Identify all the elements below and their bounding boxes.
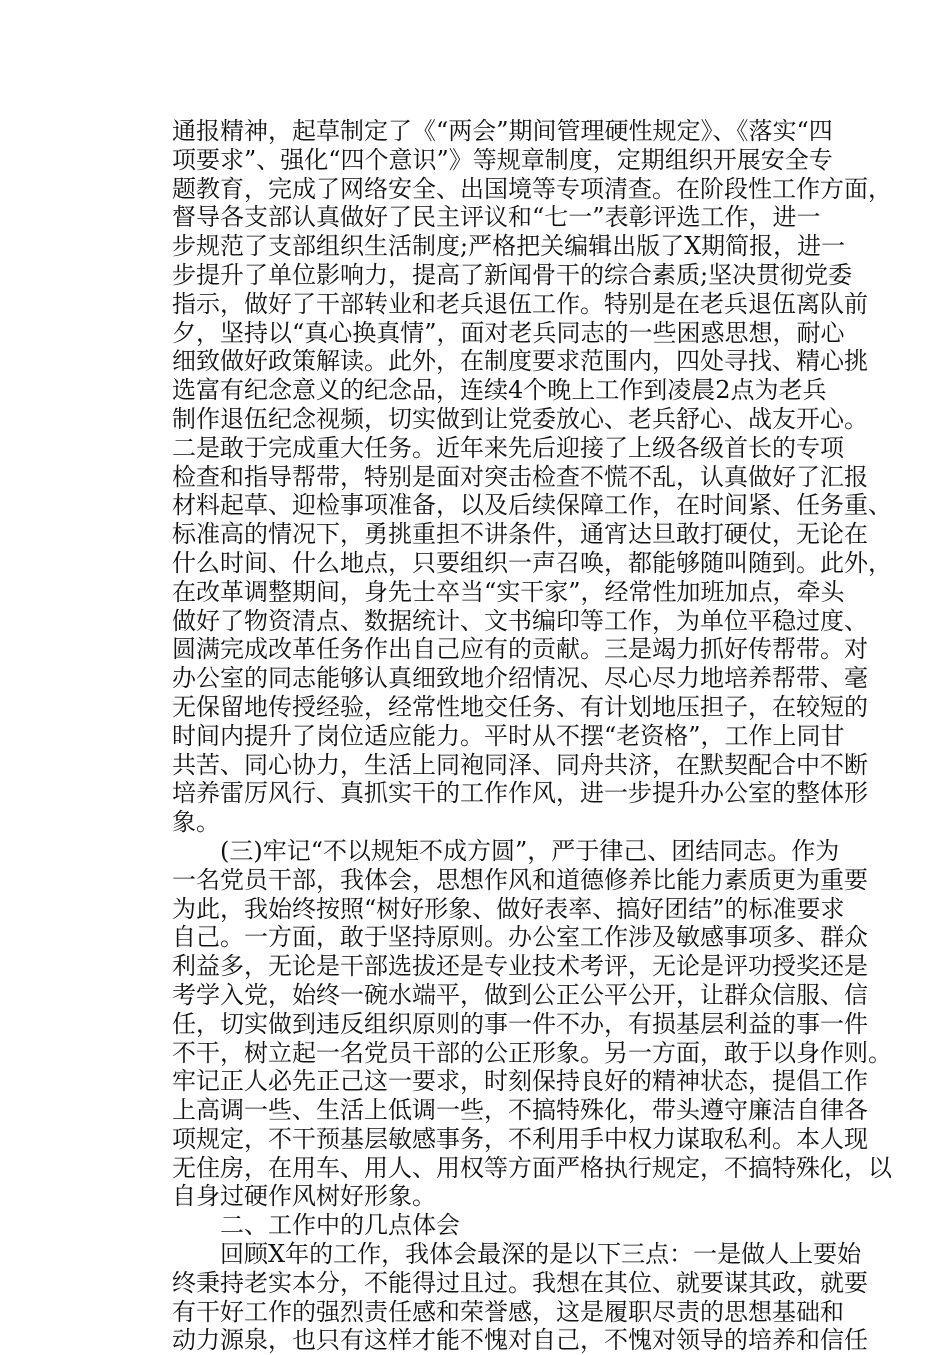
text-line: 有干好工作的强烈责任感和荣誉感，这是履职尽责的思想基础和 <box>172 1297 844 1326</box>
text-line: 督导各支部认真做好了民主评议和“七一”表彰评选工作，进一 <box>172 203 821 232</box>
text-line: 材料起草、迎检事项准备，以及后续保障工作，在时间紧、任务重、 <box>172 491 892 520</box>
text-line: 在改革调整期间，身先士卒当“实干家”，经常性加班加点，牵头 <box>172 577 845 606</box>
text-line: 不干，树立起一名党员干部的公正形象。另一方面，敢于以身作则。 <box>172 1038 892 1067</box>
text-line: 题教育，完成了网络安全、出国境等专项清查。在阶段性工作方面， <box>172 174 892 203</box>
text-line: (三)牢记“不以规矩不成方圆”，严于律己、团结同志。作为 <box>220 836 840 865</box>
text-line: 回顾X年的工作，我体会最深的是以下三点：一是做人上要始 <box>220 1240 862 1269</box>
text-line: 做好了物资清点、数据统计、文书编印等工作，为单位平稳过度、 <box>172 606 868 635</box>
text-line: 共苦、同心协力，生活上同袍同泽、同舟共济，在默契配合中不断 <box>172 750 868 779</box>
text-line: 项规定，不干预基层敏感事务，不利用手中权力谋取私利。本人现 <box>172 1124 868 1153</box>
text-line: 动力源泉，也只有这样才能不愧对自己，不愧对领导的培养和信任 <box>172 1326 868 1355</box>
text-line: 时间内提升了岗位适应能力。平时从不摆“老资格”，工作上同甘 <box>172 721 845 750</box>
text-line: 一名党员干部，我体会，思想作风和道德修养比能力素质更为重要 <box>172 865 868 894</box>
text-line: 办公室的同志能够认真细致地介绍情况、尽心尽力地培养帮带、毫 <box>172 664 868 693</box>
text-line: 终秉持老实本分，不能得过且过。我想在其位、就要谋其政，就要 <box>172 1268 868 1297</box>
text-line: 检查和指导帮带，特别是面对突击检查不慌不乱，认真做好了汇报 <box>172 462 868 491</box>
text-line: 上高调一些、生活上低调一些，不搞特殊化，带头遵守廉洁自律各 <box>172 1096 868 1125</box>
text-line: 制作退伍纪念视频，切实做到让党委放心、老兵舒心、战友开心。 <box>172 404 868 433</box>
text-line: 无住房，在用车、用人、用权等方面严格执行规定，不搞特殊化，以 <box>172 1153 892 1182</box>
text-line: 指示，做好了干部转业和老兵退伍工作。特别是在老兵退伍离队前 <box>172 289 868 318</box>
text-line: 考学入党，始终一碗水端平，做到公正公平公开，让群众信服、信 <box>172 980 868 1009</box>
text-line: 自身过硬作风树好形象。 <box>172 1182 436 1211</box>
text-line: 任，切实做到违反组织原则的事一件不办，有损基层利益的事一件 <box>172 1009 868 1038</box>
text-line: 无保留地传授经验，经常性地交任务、有计划地压担子，在较短的 <box>172 692 868 721</box>
text-line: 什么时间、什么地点，只要组织一声召唤，都能够随叫随到。此外， <box>172 548 892 577</box>
text-line: 项要求”、强化“四个意识”》等规章制度，定期组织开展安全专 <box>172 145 833 174</box>
text-line: 牢记正人必先正己这一要求，时刻保持良好的精神状态，提倡工作 <box>172 1067 868 1096</box>
text-line: 为此，我始终按照“树好形象、做好表率、搞好团结”的标准要求 <box>172 894 845 923</box>
text-line: 圆满完成改革任务作出自己应有的贡献。三是竭力抓好传帮带。对 <box>172 635 868 664</box>
text-line: 步规范了支部组织生活制度;严格把关编辑出版了X期简报，进一 <box>172 232 846 261</box>
document-body <box>172 117 892 1355</box>
text-line: 象。 <box>172 808 220 837</box>
text-line: 二、工作中的几点体会 <box>220 1211 460 1240</box>
text-line: 标准高的情况下，勇挑重担不讲条件，通宵达旦敢打硬仗，无论在 <box>172 520 868 549</box>
text-line: 选富有纪念意义的纪念品，连续4个晚上工作到凌晨2点为老兵 <box>172 376 827 405</box>
text-line: 二是敢于完成重大任务。近年来先后迎接了上级各级首长的专项 <box>172 433 844 462</box>
text-line: 培养雷厉风行、真抓实干的工作作风，进一步提升办公室的整体形 <box>172 779 868 808</box>
text-line: 细致做好政策解读。此外，在制度要求范围内，四处寻找、精心挑 <box>172 347 868 376</box>
text-line: 通报精神，起草制定了《“两会”期间管理硬性规定》、《落实“四 <box>172 117 833 145</box>
text-line: 利益多，无论是干部选拔还是专业技术考评，无论是评功授奖还是 <box>172 952 868 981</box>
text-line: 自己。一方面，敢于坚持原则。办公室工作涉及敏感事项多、群众 <box>172 923 868 952</box>
text-line: 步提升了单位影响力，提高了新闻骨干的综合素质;坚决贯彻党委 <box>172 260 853 289</box>
text-line: 夕，坚持以“真心换真情”，面对老兵同志的一些困惑思想，耐心 <box>172 318 845 347</box>
